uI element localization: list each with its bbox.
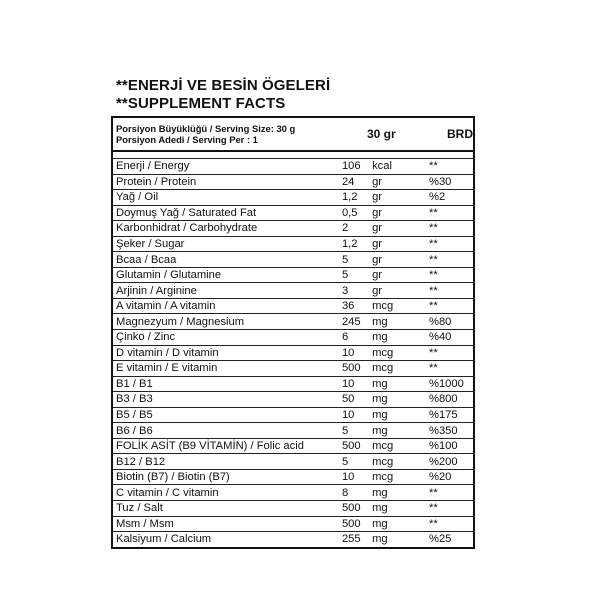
nutrient-unit: mcg bbox=[369, 438, 423, 454]
nutrient-unit: gr bbox=[369, 190, 423, 206]
table-row bbox=[112, 407, 474, 423]
nutrient-unit: mcg bbox=[369, 361, 423, 377]
brd-column-header: BRD bbox=[423, 117, 474, 151]
nutrient-brd: ** bbox=[423, 485, 474, 501]
table-row bbox=[112, 438, 474, 454]
nutrient-unit: gr bbox=[369, 283, 423, 299]
nutrient-amount: 10 bbox=[339, 469, 369, 485]
nutrient-name: Protein / Protein bbox=[112, 174, 339, 190]
table-row bbox=[112, 516, 474, 532]
nutrient-brd: ** bbox=[423, 205, 474, 221]
nutrient-brd: %200 bbox=[423, 454, 474, 470]
table-row bbox=[112, 314, 474, 330]
nutrient-unit: mcg bbox=[369, 469, 423, 485]
nutrient-brd: ** bbox=[423, 345, 474, 361]
table-row bbox=[112, 205, 474, 221]
nutrient-name: B12 / B12 bbox=[112, 454, 339, 470]
nutrient-unit: gr bbox=[369, 174, 423, 190]
nutrient-unit: mg bbox=[369, 423, 423, 439]
nutrient-amount: 255 bbox=[339, 532, 369, 548]
nutrient-brd: %40 bbox=[423, 330, 474, 346]
nutrient-unit: gr bbox=[369, 221, 423, 237]
nutrient-name: Magnezyum / Magnesium bbox=[112, 314, 339, 330]
table-row bbox=[112, 345, 474, 361]
nutrient-amount: 2 bbox=[339, 221, 369, 237]
nutrient-brd: ** bbox=[423, 252, 474, 268]
serving-per-label: Porsiyon Adedi / Serving Per : 1 bbox=[116, 134, 258, 145]
nutrient-brd: ** bbox=[423, 298, 474, 314]
nutrient-amount: 0,5 bbox=[339, 205, 369, 221]
nutrient-amount: 3 bbox=[339, 283, 369, 299]
nutrient-unit: gr bbox=[369, 267, 423, 283]
nutrient-brd: ** bbox=[423, 283, 474, 299]
table-header-row bbox=[112, 117, 474, 151]
nutrient-brd: ** bbox=[423, 159, 474, 175]
nutrient-amount: 500 bbox=[339, 501, 369, 517]
nutrient-name: Bcaa / Bcaa bbox=[112, 252, 339, 268]
table-row bbox=[112, 236, 474, 252]
table-row bbox=[112, 298, 474, 314]
supplement-facts-table bbox=[111, 116, 475, 549]
title-english: **SUPPLEMENT FACTS bbox=[116, 95, 286, 112]
table-row bbox=[112, 330, 474, 346]
nutrient-unit: mg bbox=[369, 501, 423, 517]
nutrient-unit: mg bbox=[369, 330, 423, 346]
table-row bbox=[112, 469, 474, 485]
nutrient-unit: gr bbox=[369, 236, 423, 252]
nutrient-name: Msm / Msm bbox=[112, 516, 339, 532]
nutrient-amount: 6 bbox=[339, 330, 369, 346]
table-row bbox=[112, 454, 474, 470]
nutrient-unit: mg bbox=[369, 485, 423, 501]
nutrient-amount: 10 bbox=[339, 376, 369, 392]
nutrient-brd: ** bbox=[423, 501, 474, 517]
nutrient-name: D vitamin / D vitamin bbox=[112, 345, 339, 361]
nutrient-amount: 245 bbox=[339, 314, 369, 330]
nutrient-name: A vitamin / A vitamin bbox=[112, 298, 339, 314]
nutrient-name: E vitamin / E vitamin bbox=[112, 361, 339, 377]
nutrient-unit: mg bbox=[369, 407, 423, 423]
nutrient-unit: mcg bbox=[369, 345, 423, 361]
nutrient-amount: 5 bbox=[339, 423, 369, 439]
nutrient-name: B1 / B1 bbox=[112, 376, 339, 392]
nutrient-name: Çinko / Zinc bbox=[112, 330, 339, 346]
serving-size-label: Porsiyon Büyüklüğü / Serving Size: 30 g bbox=[116, 123, 296, 134]
nutrient-name: Karbonhidrat / Carbohydrate bbox=[112, 221, 339, 237]
nutrient-amount: 10 bbox=[339, 407, 369, 423]
serving-info-cell bbox=[112, 117, 339, 151]
table-row bbox=[112, 267, 474, 283]
nutrient-amount: 8 bbox=[339, 485, 369, 501]
nutrient-name: Arjinin / Arginine bbox=[112, 283, 339, 299]
nutrient-brd: %100 bbox=[423, 438, 474, 454]
nutrient-amount: 36 bbox=[339, 298, 369, 314]
nutrient-unit: mg bbox=[369, 376, 423, 392]
table-row bbox=[112, 174, 474, 190]
nutrient-brd: %30 bbox=[423, 174, 474, 190]
nutrient-name: Glutamin / Glutamine bbox=[112, 267, 339, 283]
table-row bbox=[112, 361, 474, 377]
table-row bbox=[112, 392, 474, 408]
table-row bbox=[112, 159, 474, 175]
nutrient-brd: %25 bbox=[423, 532, 474, 548]
nutrient-amount: 5 bbox=[339, 454, 369, 470]
nutrient-unit: mg bbox=[369, 532, 423, 548]
nutrient-amount: 500 bbox=[339, 361, 369, 377]
table-row bbox=[112, 283, 474, 299]
nutrient-brd: ** bbox=[423, 221, 474, 237]
amount-column-header: 30 gr bbox=[339, 117, 423, 151]
nutrient-unit: mg bbox=[369, 392, 423, 408]
nutrient-brd: ** bbox=[423, 236, 474, 252]
nutrient-amount: 500 bbox=[339, 516, 369, 532]
nutrient-name: Doymuş Yağ / Saturated Fat bbox=[112, 205, 339, 221]
nutrient-brd: %80 bbox=[423, 314, 474, 330]
table-row bbox=[112, 376, 474, 392]
nutrient-brd: %350 bbox=[423, 423, 474, 439]
nutrient-brd: %20 bbox=[423, 469, 474, 485]
nutrient-amount: 24 bbox=[339, 174, 369, 190]
table-row bbox=[112, 252, 474, 268]
nutrient-amount: 5 bbox=[339, 252, 369, 268]
nutrient-brd: %2 bbox=[423, 190, 474, 206]
nutrient-name: Tuz / Salt bbox=[112, 501, 339, 517]
nutrient-name: Kalsiyum / Calcium bbox=[112, 532, 339, 548]
nutrient-name: Yağ / Oil bbox=[112, 190, 339, 206]
nutrient-amount: 106 bbox=[339, 159, 369, 175]
header-spacer-row bbox=[112, 151, 474, 159]
nutrient-unit: mg bbox=[369, 314, 423, 330]
facts-table-body bbox=[112, 117, 474, 548]
nutrient-amount: 1,2 bbox=[339, 236, 369, 252]
table-row bbox=[112, 532, 474, 548]
nutrient-name: Şeker / Sugar bbox=[112, 236, 339, 252]
nutrient-unit: gr bbox=[369, 205, 423, 221]
nutrient-unit: mg bbox=[369, 516, 423, 532]
table-row bbox=[112, 501, 474, 517]
table-row bbox=[112, 423, 474, 439]
nutrient-amount: 5 bbox=[339, 267, 369, 283]
nutrient-brd: %175 bbox=[423, 407, 474, 423]
nutrient-brd: ** bbox=[423, 267, 474, 283]
table-row bbox=[112, 485, 474, 501]
nutrient-name: Enerji / Energy bbox=[112, 159, 339, 175]
nutrient-name: B6 / B6 bbox=[112, 423, 339, 439]
table-row bbox=[112, 221, 474, 237]
nutrient-name: C vitamin / C vitamin bbox=[112, 485, 339, 501]
nutrient-unit: mcg bbox=[369, 298, 423, 314]
nutrient-amount: 500 bbox=[339, 438, 369, 454]
table-row bbox=[112, 190, 474, 206]
nutrient-unit: mcg bbox=[369, 454, 423, 470]
nutrient-name: FOLİK ASİT (B9 VİTAMİN) / Folic acid bbox=[112, 438, 339, 454]
nutrient-name: B5 / B5 bbox=[112, 407, 339, 423]
nutrient-amount: 1,2 bbox=[339, 190, 369, 206]
title-turkish: **ENERJİ VE BESİN ÖGELERİ bbox=[116, 77, 331, 94]
nutrient-unit: kcal bbox=[369, 159, 423, 175]
nutrient-brd: ** bbox=[423, 361, 474, 377]
nutrient-brd: %1000 bbox=[423, 376, 474, 392]
nutrient-name: B3 / B3 bbox=[112, 392, 339, 408]
nutrient-amount: 50 bbox=[339, 392, 369, 408]
nutrient-amount: 10 bbox=[339, 345, 369, 361]
nutrient-unit: gr bbox=[369, 252, 423, 268]
nutrient-brd: ** bbox=[423, 516, 474, 532]
nutrient-name: Biotin (B7) / Biotin (B7) bbox=[112, 469, 339, 485]
nutrient-brd: %800 bbox=[423, 392, 474, 408]
